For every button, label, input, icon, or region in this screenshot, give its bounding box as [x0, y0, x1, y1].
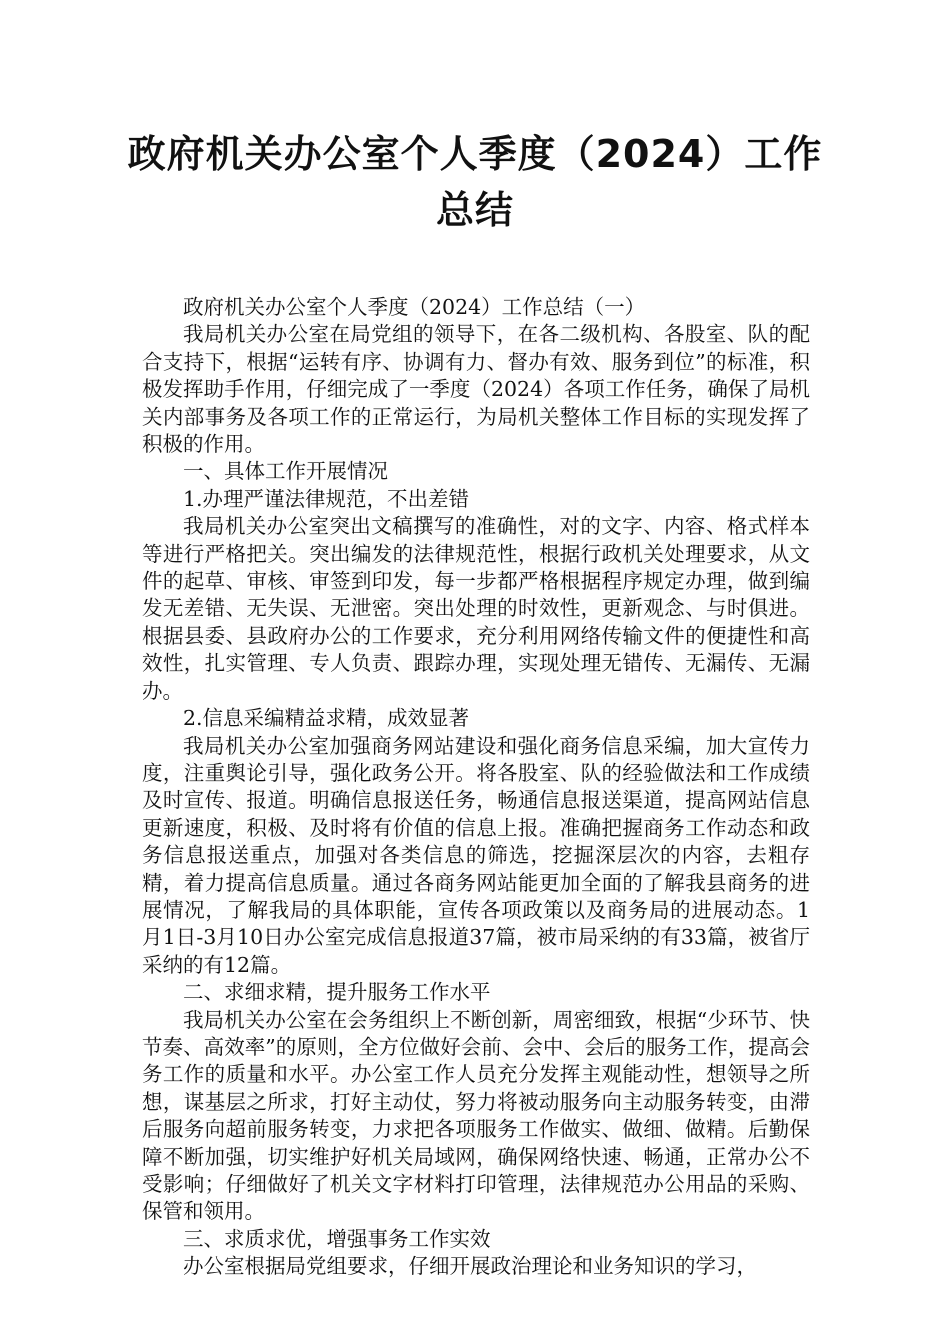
subsection-heading: 2.信息采编精益求精，成效显著: [183, 706, 470, 731]
body-paragraph: 政府机关办公室个人季度（2024）工作总结（一）: [183, 295, 646, 319]
body-paragraph: 我局机关办公室在会务组织上不断创新，周密细致，根据“少环节、快节奏、高效率”的原则，全方位做好会前、会中、会后的服务工作，提高会务工作的质量和水平。办公室工作人员充分发挥主观能动性，想领导之所想，谋基层之所求，打好主动仗，努力将被动服务向主动服务转变，由滞后服务向超前服务转变，力求把各项服务工作做实、做细、做精。后勤保障不断加强，切实维护好机关局域网，确保网络快速、畅通，正常办公不受影响；仔细做好了机关文字材料打印管理，法律规范办公用品的采购、保管和领用。: [142, 1007, 810, 1224]
document-title: 政府机关办公室个人季度（2024）工作总结: [127, 132, 823, 232]
body-paragraph: 我局机关办公室突出文稿撰写的准确性，对的文字、内容、格式样本等进行严格把关。突出编发的法律规范性，根据行政机关处理要求，从文件的起草、审核、审签到印发，每一步都严格根据程序规定办理，做到编发无差错、无失误、无泄密。突出处理的时效性，更新观念、与时俱进。根据县委、县政府办公的工作要求，充分利用网络传输文件的便捷性和高效性，扎实管理、专人负责、跟踪办理，实现处理无错传、无漏传、无漏办。: [142, 514, 810, 703]
subsection-heading: 1.办理严谨法律规范，不出差错: [183, 486, 470, 511]
section-heading: 二、求细求精，提升服务工作水平: [183, 980, 491, 1005]
body-paragraph: 我局机关办公室加强商务网站建设和强化商务信息采编，加大宣传力度，注重舆论引导，强化政务公开。将各股室、队的经验做法和工作成绩及时宣传、报道。明确信息报送任务，畅通信息报送渠道，提高网站信息更新速度，积极、及时将有价值的信息上报。准确把握商务工作动态和政务信息报送重点，加强对各类信息的筛选，挖掘深层次的内容，去粗存精，着力提高信息质量。通过各商务网站能更加全面的了解我县商务的进展情况，了解我局的具体职能，宣传各项政策以及商务局的进展动态。1月1日-3月10日办公室完成信息报道37篇，被市局采纳的有33篇，被省厅采纳的有12篇。: [142, 733, 810, 977]
body-paragraph: 办公室根据局党组要求，仔细开展政治理论和业务知识的学习，: [183, 1254, 757, 1279]
body-paragraph: 我局机关办公室在局党组的领导下，在各二级机构、各股室、队的配合支持下，根据“运转有序、协调有力、督办有效、服务到位”的标准，积极发挥助手作用，仔细完成了一季度（2024）各项工作任务，确保了局机关内部事务及各项工作的正常运行，为局机关整体工作目标的实现发挥了积极的作用。: [142, 322, 810, 457]
document-body: [142, 294, 810, 1281]
section-heading: 一、具体工作开展情况: [183, 459, 388, 484]
section-heading: 三、求质求优，增强事务工作实效: [183, 1226, 491, 1251]
